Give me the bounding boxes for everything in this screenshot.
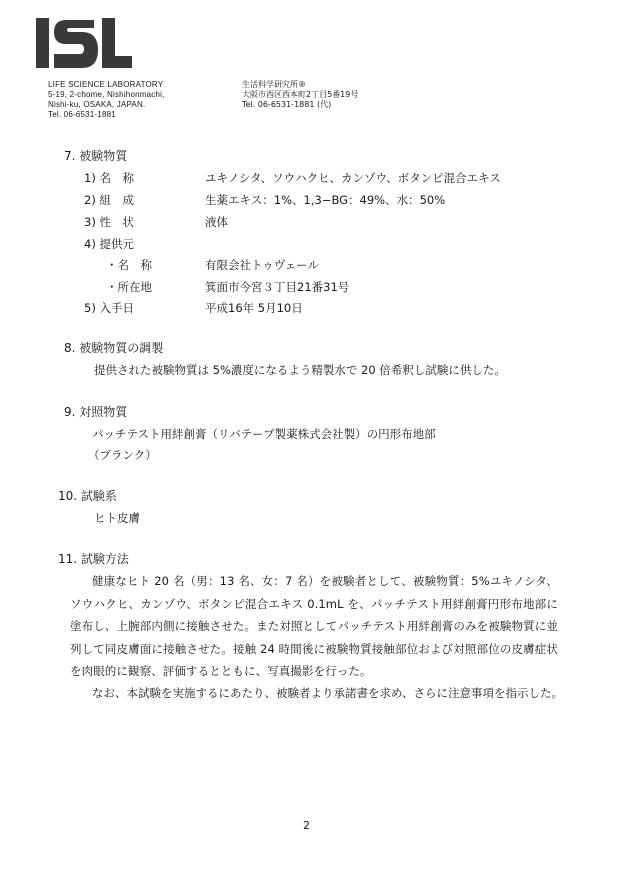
item-label: 5) 入手日 <box>84 301 134 315</box>
address-japanese <box>242 80 358 110</box>
isl-logo <box>36 16 132 70</box>
section-9-line-1: パッチテスト用絆創膏（リバテープ製薬株式会社製）の円形布地部 <box>92 427 436 441</box>
item-label: 1) 名 称 <box>84 171 134 185</box>
section-8-title: 8. 被験物質の調製 <box>64 341 164 355</box>
page-number: 2 <box>303 819 310 832</box>
section-9-title: 9. 対照物質 <box>64 405 128 419</box>
item-value: 平成16年 5月10日 <box>205 301 303 315</box>
item-label: 2) 組 成 <box>84 193 134 207</box>
item-value: ユキノシタ、ソウハクヒ、カンゾウ、ボタンピ混合エキス <box>205 171 501 185</box>
telephone-jp: Tel. 06-6531-1881 (代) <box>242 100 332 109</box>
item-value: 有限会社トゥヴェール <box>205 258 320 272</box>
section-11-paragraph: 健康なヒト 20 名（男：13 名、女：7 名）を被験者として、被験物質：5%ユキノシタ、ソウハクヒ、カンゾウ、ボタンピ混合エキス 0.1mL を、パッチテスト用絆創膏円形布地部に塗布し、上腕部内側に接触させた。また対照としてパッチテスト用絆創膏のみを被験物質に並列して同皮膚面に接触させた。接触 24 時間後に被験物質接触部位および対照部位の皮膚症状を肉眼的に観察、評価するとともに、写真撮影を行った。 <box>70 574 558 678</box>
item-label: ・所在地 <box>106 280 152 294</box>
item-label: 4) 提供元 <box>84 237 134 251</box>
address-line-1: 5-19, 2-chome, Nishihonmachi, <box>48 90 165 99</box>
item-value: 液体 <box>205 215 228 229</box>
telephone: Tel. 06-6531-1881 <box>48 110 116 119</box>
item-value: 生薬エキス：1%、1,3−BG：49%、水：50% <box>205 193 446 207</box>
address-jp: 大阪市西区西本町2丁目5番19号 <box>242 90 359 99</box>
lab-name-jp: 生活科学研究所® <box>242 80 306 89</box>
section-8-text: 提供された被験物質は 5%濃度になるよう精製水で 20 倍希釈し試験に供した。 <box>94 363 506 377</box>
lab-name: LIFE SCIENCE LABORATORY <box>48 80 164 89</box>
address-english <box>48 80 165 120</box>
item-label: ・名 称 <box>106 258 152 272</box>
item-label: 3) 性 状 <box>84 215 134 229</box>
section-10-title: 10. 試験系 <box>58 489 117 503</box>
address-line-2: Nishi-ku, OSAKA, JAPAN. <box>48 100 146 109</box>
item-value: 箕面市今宮３丁目21番31号 <box>205 280 350 294</box>
section-11-note: なお、本試験を実施するにあたり、被験者より承諾書を求め、さらに注意事項を指示した。 <box>92 686 564 700</box>
section-9-line-2: （ブランク） <box>88 448 157 462</box>
section-10-text: ヒト皮膚 <box>94 511 140 525</box>
section-7-title: 7. 被験物質 <box>64 149 128 163</box>
section-11-title: 11. 試験方法 <box>58 552 129 566</box>
